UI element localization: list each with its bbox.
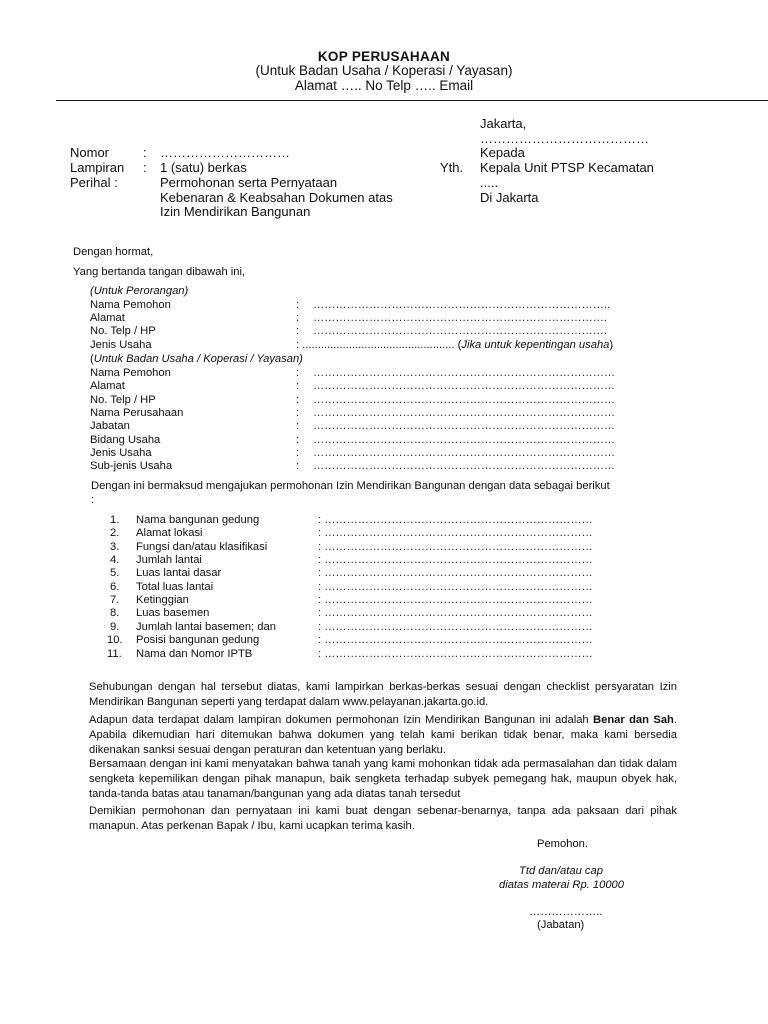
request-intro: Dengan ini bermaksud mengajukan permohonan Izin Mendirikan Bangunan dengan data sebagai berikut <box>91 480 610 492</box>
text-run: . Apabila dikemudian hari ditemukan bahwa dokumen yang telah kami berikan tidak benar, maka kami bersedia dikenakan sanksi sesuai dengan peraturan dan ketentuan yang berlaku. <box>89 714 677 756</box>
signature-jabatan: (Jabatan) <box>537 919 585 931</box>
kepada-label: Kepada <box>480 145 525 160</box>
letterhead-address: Alamat ….. No Telp ….. Email <box>294 78 474 93</box>
field-value: ……………………………………………………………………… <box>313 460 616 473</box>
building-item-number: 6. <box>110 580 120 593</box>
paragraph-validity <box>89 713 677 758</box>
building-item-label: Luas lantai dasar <box>136 567 222 580</box>
letterhead-divider <box>56 100 768 101</box>
field-value: ……………………………………………………………………. <box>313 312 607 324</box>
city-date-label: Jakarta, <box>480 116 527 131</box>
building-item-value: : ……………………………………………………………… <box>318 554 593 567</box>
field-colon: : <box>296 460 300 473</box>
field-colon: : <box>296 393 300 406</box>
business-heading <box>90 353 303 365</box>
field-colon: : <box>296 420 300 433</box>
field-value: ……………………………………………………………………… <box>313 446 616 459</box>
field-colon: : <box>296 433 300 446</box>
letterhead-title: KOP PERUSAHAAN <box>317 49 451 64</box>
building-item-value: : ……………………………………………………………… <box>318 607 593 620</box>
field-label: No. Telp / HP <box>90 325 156 337</box>
field-value: ……………………………………………………………………… <box>313 406 616 419</box>
individual-heading: (Untuk Perorangan) <box>90 285 189 297</box>
field-label: Nama Pemohon <box>90 299 171 311</box>
field-label: Jabatan <box>90 420 130 433</box>
building-item-label: Ketinggian <box>136 594 189 607</box>
building-item-label: Nama dan Nomor IPTB <box>136 647 253 660</box>
heading-paren: ( <box>90 353 94 365</box>
signature-materai: diatas materai Rp. 10000 <box>499 879 625 891</box>
field-colon: : <box>296 367 300 379</box>
building-item-value: : ……………………………………………………………… <box>318 567 593 580</box>
text-bold: Benar dan Sah <box>593 714 674 726</box>
building-item-value: : ……………………………………………………………… <box>318 620 593 633</box>
field-label: Jenis Usaha <box>90 446 152 459</box>
field-colon: : <box>296 406 300 419</box>
field-colon: : <box>296 312 300 324</box>
intro-line: Yang bertanda tangan dibawah ini, <box>73 266 246 278</box>
jenis-usaha-line <box>296 339 613 351</box>
building-item-number: 3. <box>110 540 120 553</box>
paragraph-closing: Demikian permohonan dan pernyataan ini kami buat dengan sebenar-benarnya, tanpa ada paksaan dari pihak manapun. Atas perkenan Bapak / Ibu, kami ucapkan terima kasih. <box>89 805 677 832</box>
field-colon: : <box>296 325 300 337</box>
nomor-colon: : <box>143 145 147 160</box>
field-value: …………………………………………………………………….. <box>313 299 611 311</box>
field-value: ……………………………………………………………………… <box>313 367 616 379</box>
field-label: Alamat <box>90 312 125 324</box>
lampiran-colon: : <box>143 160 147 175</box>
field-colon: : <box>296 446 300 459</box>
building-item-number: 4. <box>110 554 120 567</box>
recipient-location: Di Jakarta <box>480 190 539 205</box>
building-item-label: Fungsi dan/atau klasifikasi <box>136 540 268 553</box>
recipient-name: Kepala Unit PTSP Kecamatan <box>480 160 654 175</box>
paragraph-attachments: Sehubungan dengan hal tersebut diatas, kami lampirkan berkas-berkas sesuai dengan checklist persyaratan Izin Mendirikan Bangunan seperti yang terdapat dalam www.pelayanan.jakarta.go.id. <box>89 681 677 708</box>
field-note-close: ) <box>609 339 614 351</box>
building-item-value: : ……………………………………………………………… <box>318 540 593 553</box>
building-item-number: 5. <box>110 567 120 580</box>
text-run: Adapun data terdapat dalam lampiran dokumen permohonan Izin Mendirikan Bangunan ini adalah <box>89 714 594 726</box>
recipient-dots: ..... <box>480 175 499 190</box>
perihal-line: Permohonan serta Pernyataan <box>160 175 338 190</box>
field-value: ……………………………………………………………………… <box>313 420 616 433</box>
nomor-value: ………………………… <box>160 145 290 160</box>
building-item-label: Posisi bangunan gedung <box>136 634 260 647</box>
field-colon: : <box>296 380 300 393</box>
building-item-label: Jumlah lantai <box>136 554 202 567</box>
field-label: Bidang Usaha <box>90 433 161 446</box>
perihal-label: Perihal : <box>70 175 118 190</box>
field-label: Jenis Usaha <box>90 339 152 351</box>
signature-dots: ……………….. <box>529 906 603 918</box>
field-label: No. Telp / HP <box>90 393 156 406</box>
building-item-label: Luas basemen <box>136 607 210 620</box>
field-label: Nama Perusahaan <box>90 406 184 419</box>
perihal-line: Izin Mendirikan Bangunan <box>160 204 311 219</box>
letterhead-subtitle: (Untuk Badan Usaha / Koperasi / Yayasan) <box>255 63 513 78</box>
building-item-value: : ……………………………………………………………… <box>318 594 593 607</box>
building-item-number: 10. <box>107 634 123 647</box>
field-value: : ................................................. ( <box>296 339 462 351</box>
nomor-label: Nomor <box>70 145 110 160</box>
building-item-number: 7. <box>110 594 120 607</box>
yth-label: Yth. <box>440 160 464 175</box>
field-value: ……………………………………………………………………… <box>313 393 616 406</box>
lampiran-value: 1 (satu) berkas <box>160 160 247 175</box>
date-dots: ………………………………… <box>480 131 649 146</box>
signature-ttd: Ttd dan/atau cap <box>519 865 603 877</box>
request-colon: : <box>91 494 95 506</box>
field-value: ……………………………………………………………………… <box>313 433 616 446</box>
field-value: ……………………………………………………………………… <box>313 380 616 393</box>
building-item-value: : ……………………………………………………………… <box>318 527 593 540</box>
building-item-number: 2. <box>110 527 120 540</box>
building-item-label: Nama bangunan gedung <box>136 514 260 526</box>
field-label: Alamat <box>90 380 125 393</box>
building-item-value: : ……………………………………………………………… <box>318 634 593 647</box>
perihal-line: Kebenaran & Keabsahan Dokumen atas <box>160 190 393 205</box>
paragraph-land-statement: Bersamaan dengan ini kami menyatakan bahwa tanah yang kami mohonkan tidak ada permasalahan dan tidak dalam sengketa kepemilikan dengan pihak manapun, baik sengketa terhadap subyek pemegang hak, maupun obyek hak, tanda-tanda batas atau tanaman/bangunan yang ada diatas tanah tersedut <box>89 758 677 800</box>
lampiran-label: Lampiran <box>70 160 125 175</box>
building-item-number: 8. <box>110 607 120 620</box>
heading-text: Untuk Badan Usaha / Koperasi / Yayasan) <box>93 353 303 365</box>
field-label: Sub-jenis Usaha <box>90 460 173 473</box>
field-value: ……………………………………………………………………. <box>313 325 607 337</box>
building-item-value: : ……………………………………………………………… <box>318 580 593 593</box>
greeting: Dengan hormat, <box>73 246 154 258</box>
building-item-label: Total luas lantai <box>136 580 214 593</box>
building-item-number: 1. <box>110 514 120 526</box>
building-item-number: 9. <box>110 620 120 633</box>
field-label: Nama Pemohon <box>90 367 171 379</box>
building-item-value: : ……………………………………………………………… <box>318 647 593 660</box>
building-item-number: 11. <box>107 647 122 660</box>
field-note: Jika untuk kepentingan usaha <box>461 339 610 351</box>
signature-pemohon: Pemohon. <box>537 838 588 850</box>
building-item-label: Alamat lokasi <box>136 527 203 540</box>
building-item-label: Jumlah lantai basemen; dan <box>136 620 276 633</box>
building-item-value: : ……………………………………………………………… <box>318 514 593 526</box>
field-colon: : <box>296 299 300 311</box>
